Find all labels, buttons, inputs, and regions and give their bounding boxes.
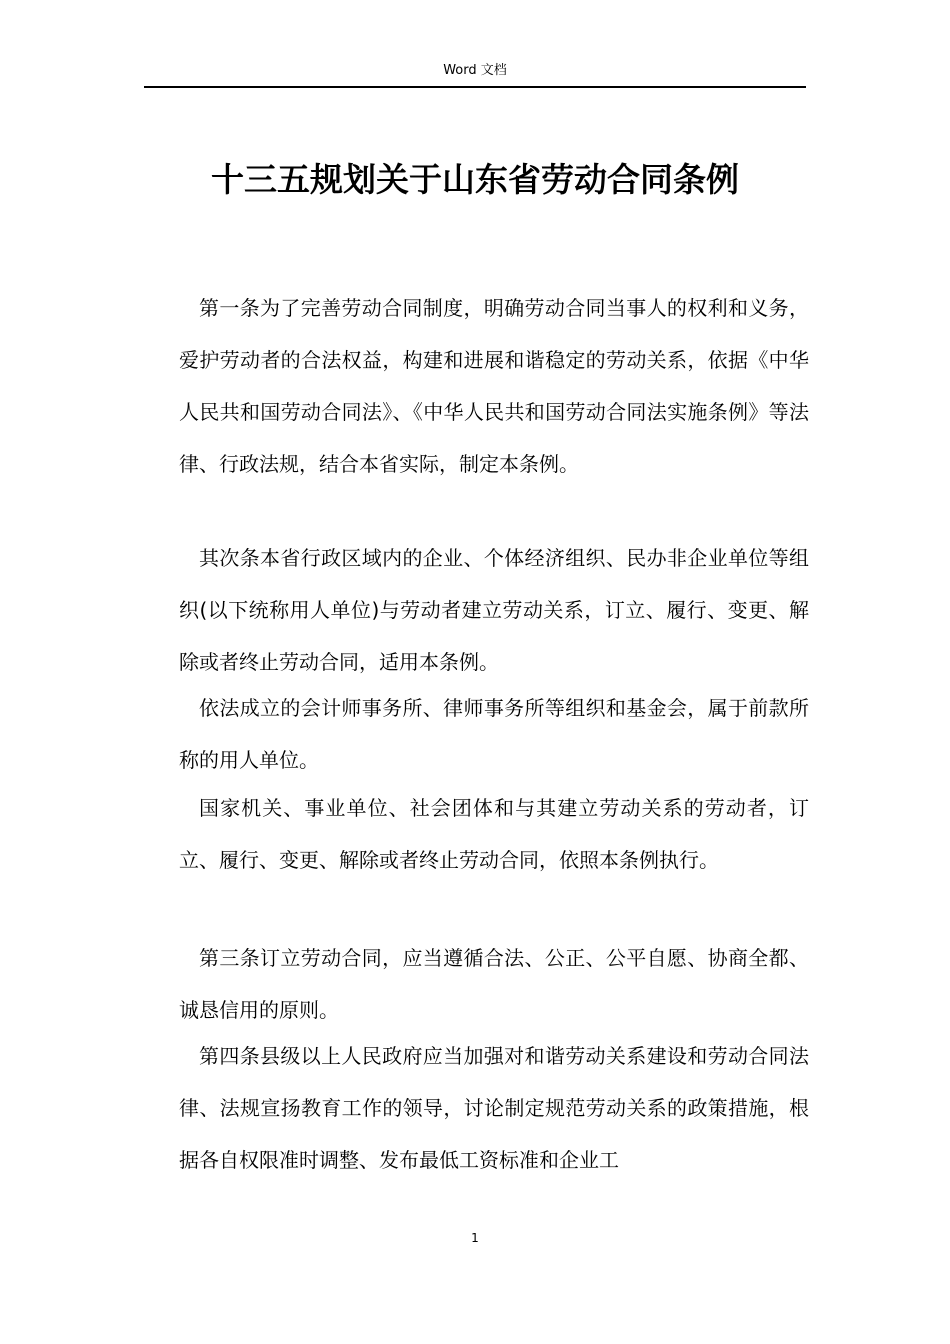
paragraph-article-2-clause-3: 国家机关、事业单位、社会团体和与其建立劳动关系的劳动者，订立、履行、变更、解除或者终止劳动合同，依照本条例执行。 xyxy=(179,796,809,872)
paragraph-article-1: 第一条为了完善劳动合同制度，明确劳动合同当事人的权利和义务，爱护劳动者的合法权益，构建和进展和谐稳定的劳动关系，依据《中华人民共和国劳动合同法》、《中华人民共和国劳动合同法实施条例》等法律、行政法规，结合本省实际，制定本条例。 xyxy=(179,296,809,476)
paragraph-article-3: 第三条订立劳动合同，应当遵循合法、公正、公平自愿、协商全都、诚恳信用的原则。 xyxy=(179,946,809,1022)
document-title: 十三五规划关于山东省劳动合同条例 xyxy=(211,160,739,199)
header-divider xyxy=(144,86,806,88)
paragraph-article-4: 第四条县级以上人民政府应当加强对和谐劳动关系建设和劳动合同法律、法规宣扬教育工作的领导，讨论制定规范劳动关系的政策措施，根据各自权限准时调整、发布最低工资标准和企业工 xyxy=(179,1044,809,1172)
paragraph-article-2: 其次条本省行政区域内的企业、个体经济组织、民办非企业单位等组织(以下统称用人单位)与劳动者建立劳动关系，订立、履行、变更、解除或者终止劳动合同，适用本条例。 xyxy=(179,546,809,674)
page-number: 1 xyxy=(471,1231,479,1245)
paragraph-article-2-clause-2: 依法成立的会计师事务所、律师事务所等组织和基金会，属于前款所称的用人单位。 xyxy=(179,696,809,772)
page-header: Word 文档 xyxy=(443,63,507,78)
